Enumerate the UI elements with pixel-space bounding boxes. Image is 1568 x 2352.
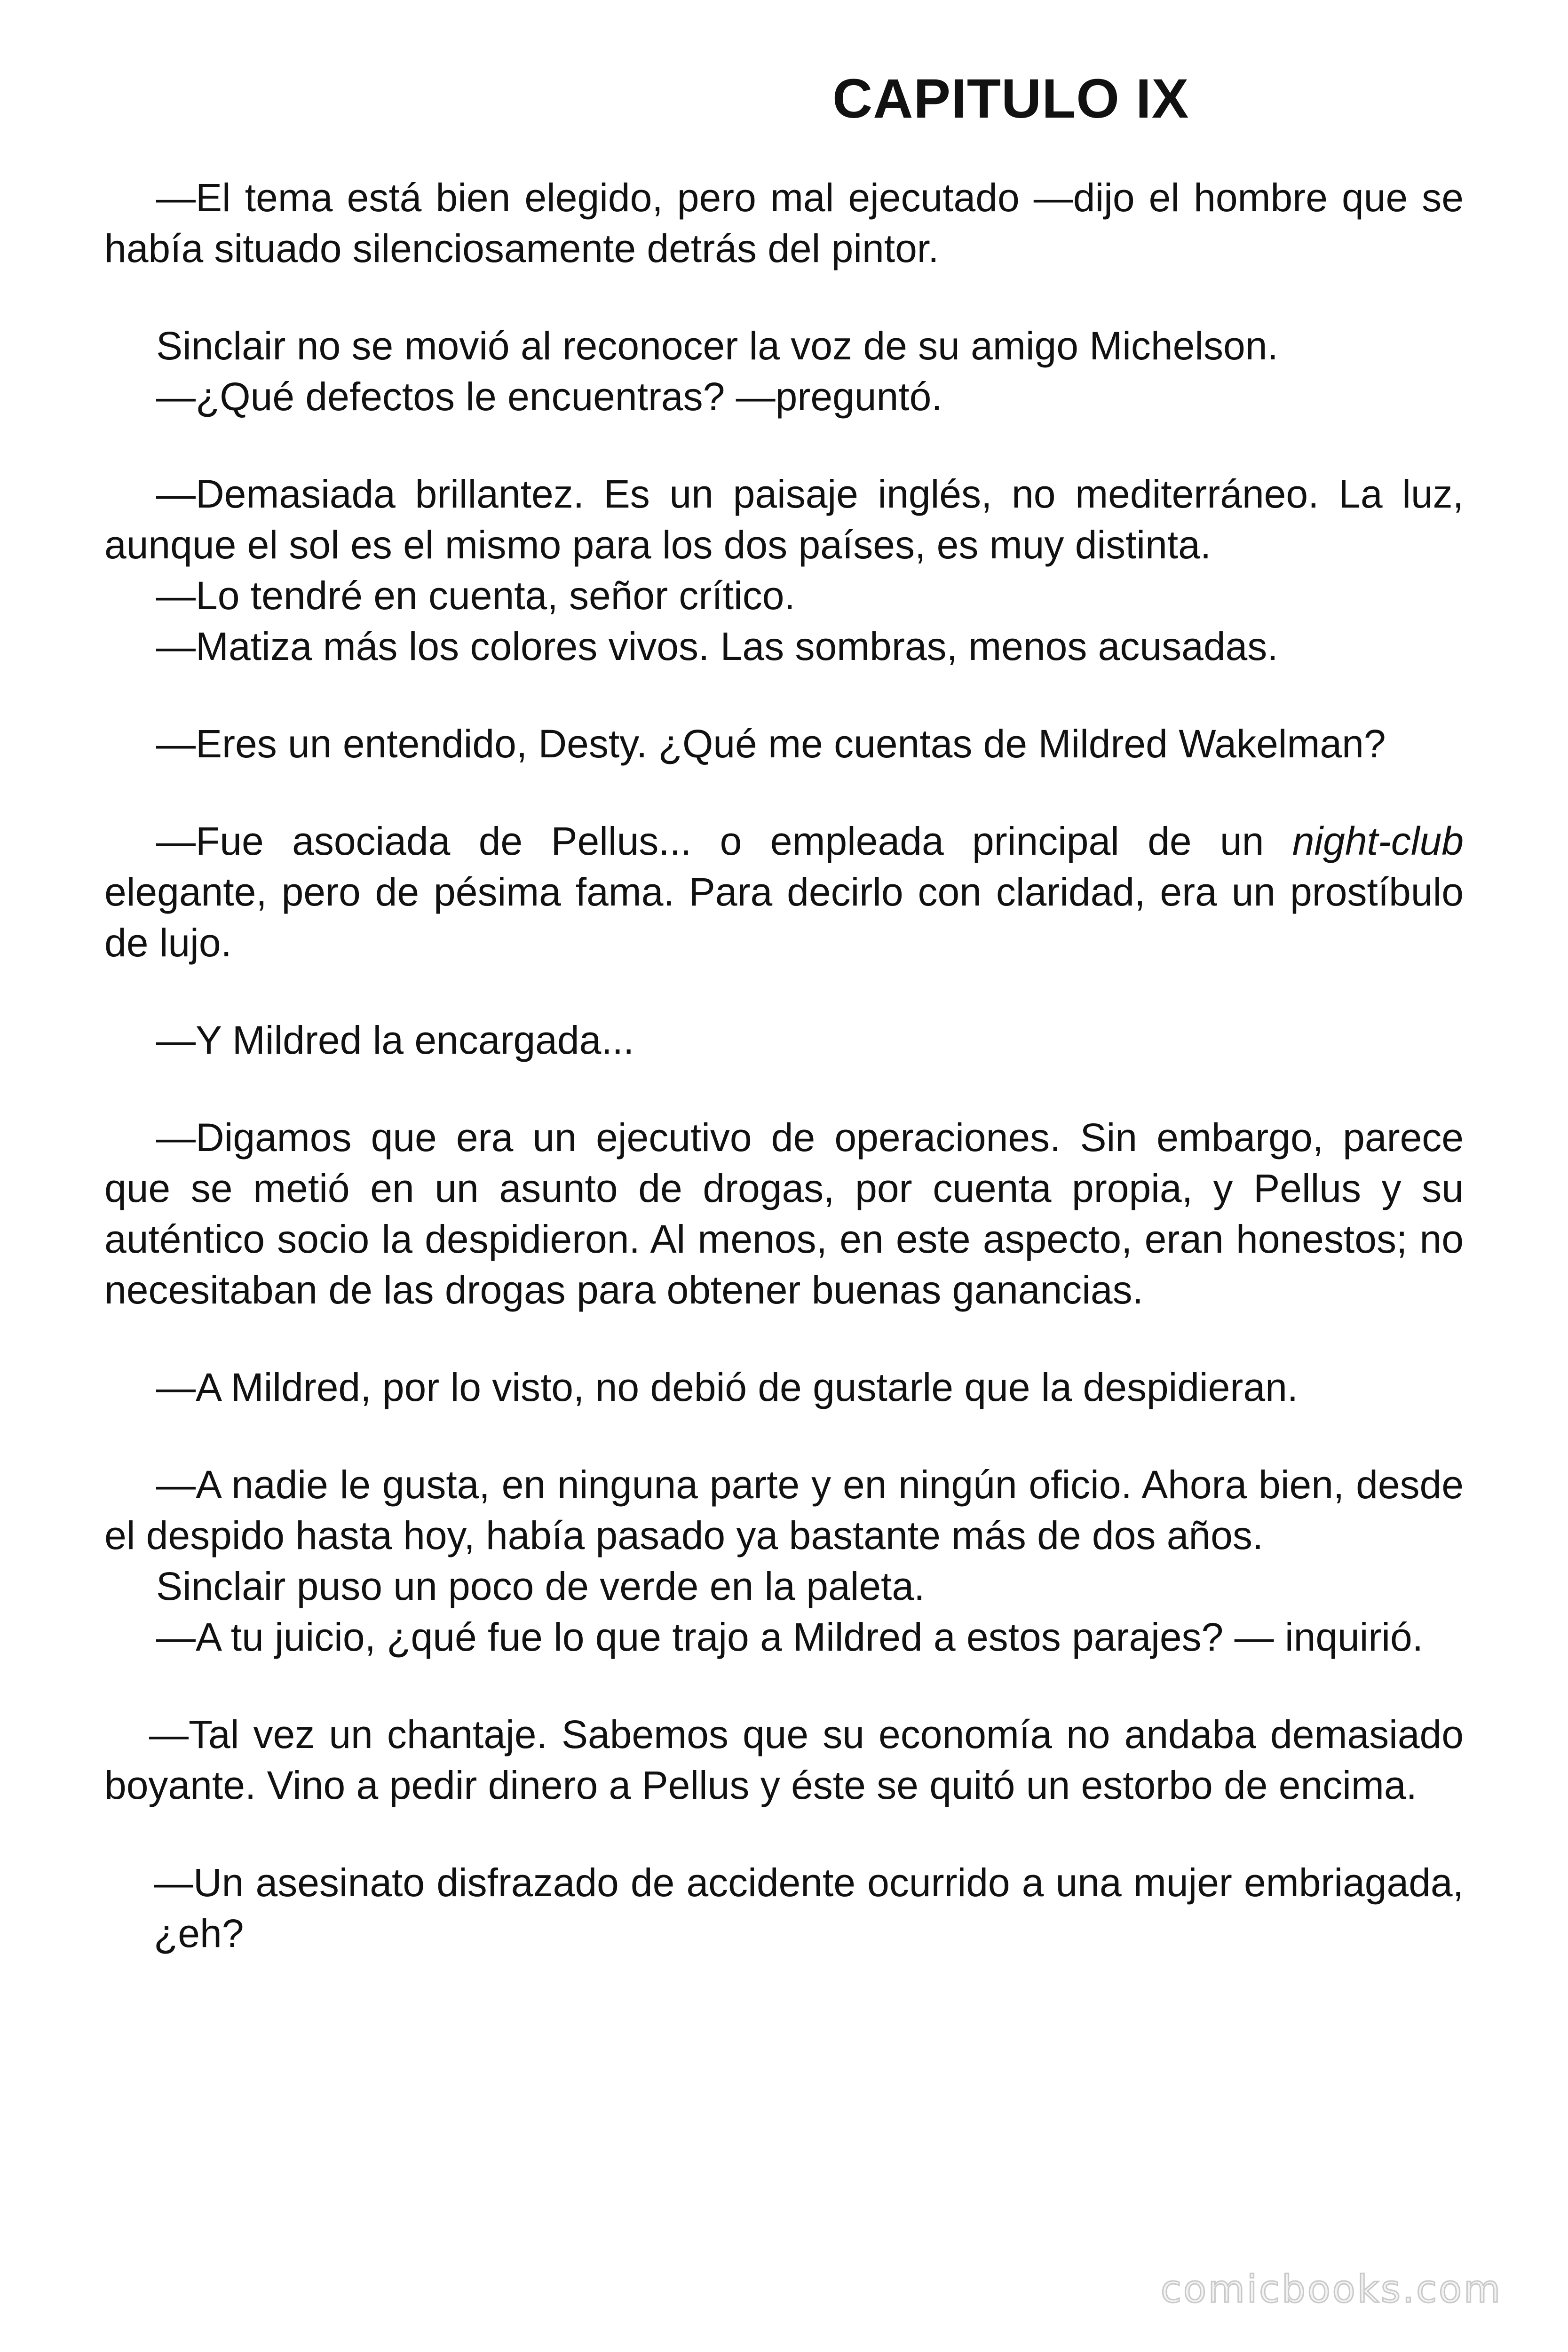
paragraph-9: —Y Mildred la encargada... bbox=[156, 1018, 634, 1062]
paragraph-8-text-after: elegante, pero de pésima fama. Para decirlo con claridad, era un prostíbulo de lujo. bbox=[104, 870, 1464, 965]
paragraph-5: —Lo tendré en cuenta, señor crítico. bbox=[156, 573, 795, 618]
paragraph-11: —A Mildred, por lo visto, no debió de gustarle que la despidieran. bbox=[156, 1365, 1299, 1409]
paragraph-4: —Demasiada brillantez. Es un paisaje inglés, no mediterráneo. La luz, aunque el sol es el mismo para los dos países, es muy distinta. bbox=[104, 472, 1464, 567]
chapter-title: CAPITULO IX bbox=[832, 68, 1189, 130]
paragraph-7: —Eres un entendido, Desty. ¿Qué me cuentas de Mildred Wakelman? bbox=[156, 722, 1386, 766]
paragraph-13: Sinclair puso un poco de verde en la paleta. bbox=[156, 1564, 925, 1608]
paragraph-8-italic-term: night-club bbox=[1292, 819, 1464, 863]
body-text bbox=[104, 172, 1464, 1959]
paragraph-14: —A tu juicio, ¿qué fue lo que trajo a Mildred a estos parajes? — inquirió. bbox=[156, 1615, 1424, 1659]
paragraph-15: —Tal vez un chantaje. Sabemos que su economía no andaba demasiado boyante. Vino a pedir dinero a Pellus y éste se quitó un estorbo de encima. bbox=[104, 1712, 1464, 1807]
paragraph-2: Sinclair no se movió al reconocer la voz de su amigo Michelson. bbox=[156, 324, 1278, 368]
paragraph-3: —¿Qué defectos le encuentras? —preguntó. bbox=[156, 374, 942, 419]
site-watermark: comicbooks.com bbox=[1161, 2267, 1503, 2311]
paragraph-8-text-before: —Fue asociada de Pellus... o empleada principal de un bbox=[156, 819, 1292, 863]
paragraph-10: —Digamos que era un ejecutivo de operaciones. Sin embargo, parece que se metió en un asunto de drogas, por cuenta propia, y Pellus y su auténtico socio la despidieron. Al menos, en este aspecto, eran honestos; no necesitaban de las drogas para obtener buenas ganancias. bbox=[104, 1115, 1464, 1312]
paragraph-1: —El tema está bien elegido, pero mal ejecutado —dijo el hombre que se había situado silenciosamente detrás del pintor. bbox=[104, 175, 1464, 270]
paragraph-8 bbox=[104, 816, 1464, 968]
paragraph-12: —A nadie le gusta, en ninguna parte y en ningún oficio. Ahora bien, desde el despido hasta hoy, había pasado ya bastante más de dos años. bbox=[104, 1462, 1464, 1557]
paragraph-16: —Un asesinato disfrazado de accidente ocurrido a una mujer embriagada, ¿eh? bbox=[154, 1860, 1464, 1955]
paragraph-6: —Matiza más los colores vivos. Las sombras, menos acusadas. bbox=[156, 624, 1278, 668]
